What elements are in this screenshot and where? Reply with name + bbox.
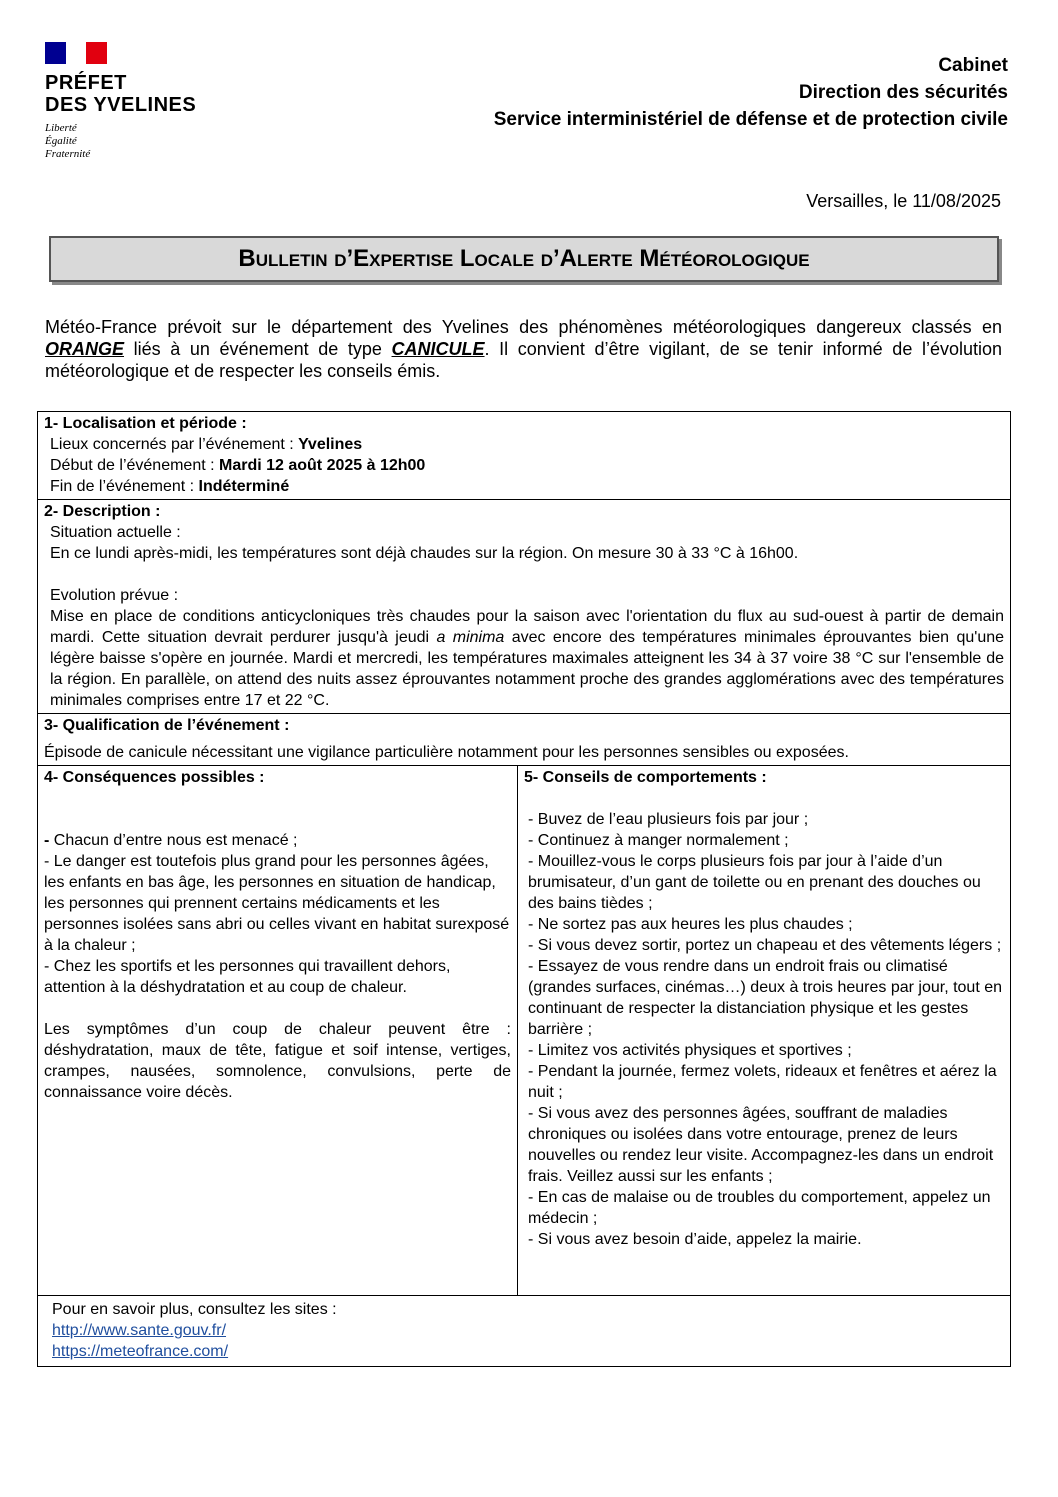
- evolution-text: [44, 606, 1004, 711]
- section-description: [38, 500, 1010, 714]
- conseil-item: - Ne sortez pas aux heures les plus chaudes ;: [528, 916, 853, 933]
- bulletin-table: [37, 411, 1011, 1367]
- section-title: 5- Conseils de comportements :: [524, 769, 767, 786]
- conseil-item: - Si vous avez des personnes âgées, souffrant de maladies chroniques ou isolées dans votre entourage, prenez de leurs nouvelles ou rendez leur visite. Accompagnez-les dans un endroit frais. Veillez aussi sur les enfants ;: [528, 1105, 994, 1185]
- bulletin-title: Bulletin d’Expertise Locale d’Alerte Météorologique: [49, 236, 999, 282]
- situation-label: Situation actuelle :: [50, 524, 181, 541]
- footer-intro: Pour en savoir plus, consultez les sites :: [52, 1301, 337, 1318]
- document-date: Versailles, le 11/08/2025: [806, 191, 1001, 211]
- logo-motto: [45, 122, 196, 161]
- logo-title-line2: DES YVELINES: [45, 94, 197, 116]
- section-qualification: [38, 714, 1010, 766]
- header-line3: Service interministériel de défense et de protection civile: [493, 109, 1008, 130]
- section-title: 3- Qualification de l’événement :: [44, 717, 290, 734]
- situation-text: En ce lundi après-midi, les températures sont déjà chaudes sur la région. On mesure 30 à 33 °C à 16h00.: [50, 545, 799, 562]
- debut-row: [44, 455, 1004, 476]
- motto-liberte: Liberté: [45, 122, 77, 134]
- prefecture-logo: [45, 42, 196, 161]
- header-line1: Cabinet: [938, 55, 1008, 76]
- intro-text-1: Météo-France prévoit sur le département des Yvelines des phénomènes météorologiques dangereux classés en: [45, 317, 1002, 337]
- conseil-item: - Essayez de vous rendre dans un endroit frais ou climatisé (grandes surfaces, cinémas…) deux à trois heures par jour, tout en continuant de respecter la distanciation physique et les gestes barrière ;: [528, 958, 1003, 1038]
- section-title: 4- Conséquences possibles :: [44, 769, 265, 786]
- vigilance-level: ORANGE: [45, 339, 125, 359]
- motto-fraternite: Fraternité: [45, 148, 91, 160]
- section-consequences: [38, 766, 518, 1295]
- consequence-item: - Chez les sportifs et les personnes qui travaillent dehors, attention à la déshydratation et au coup de chaleur.: [44, 958, 451, 996]
- footer-links: [38, 1296, 1010, 1366]
- issuer-header: [494, 52, 1008, 133]
- evolution-label: Evolution prévue :: [50, 587, 179, 604]
- intro-text-3: . Il convient d’être vigilant, de se tenir informé de l’évolution météorologique et de respecter les conseils émis.: [45, 339, 1002, 381]
- lieux-row: [44, 434, 1004, 455]
- conseil-item: - Si vous devez sortir, portez un chapeau et des vêtements légers ;: [528, 937, 1002, 954]
- conseil-item: - Limitez vos activités physiques et sportives ;: [528, 1042, 852, 1059]
- logo-title: [45, 72, 196, 116]
- consequence-item: [44, 830, 511, 851]
- section-localisation: [38, 412, 1010, 500]
- conseil-item: - Pendant la journée, fermez volets, rideaux et fenêtres et aérez la nuit ;: [528, 1063, 997, 1101]
- conseils-list: [524, 809, 1004, 1250]
- consequence-text: Chacun d’entre nous est menacé ;: [49, 832, 298, 849]
- marianne-flag-icon: [45, 42, 107, 64]
- conseil-item: - Si vous avez besoin d’aide, appelez la mairie.: [528, 1231, 862, 1248]
- qualification-text: Épisode de canicule nécessitant une vigilance particulière notamment pour les personnes sensibles ou exposées.: [44, 744, 849, 761]
- conseil-item: - Continuez à manger normalement ;: [528, 832, 789, 849]
- header-line2: Direction des sécurités: [798, 82, 1008, 103]
- debut-value: Mardi 12 août 2025 à 12h00: [219, 457, 426, 474]
- evolution-text-b: avec encore des températures minimales éprouvantes bien qu'une légère baisse s'opère en journée. Mardi et mercredi, les températures maximales atteignent les 34 à 37 voire 38 °C sur l'ensemble de la région. En parallèle, on attend des nuits assez éprouvantes notamment proche des grandes agglomérations avec des températures minimales comprises entre 17 et 22 °C.: [50, 629, 1005, 709]
- intro-text-2: liés à un événement de type: [124, 339, 392, 359]
- evolution-text-italic: a minima: [436, 629, 505, 646]
- conseil-item: - Buvez de l’eau plusieurs fois par jour ;: [528, 811, 809, 828]
- event-type: CANICULE: [391, 339, 485, 359]
- conseil-item: - Mouillez-vous le corps plusieurs fois par jour à l’aide d’un brumisateur, d’un gant de toilette ou en prenant des douches ou des bains tièdes ;: [528, 853, 981, 912]
- fin-value: Indéterminé: [198, 478, 290, 495]
- logo-title-line1: PRÉFET: [45, 72, 127, 94]
- link-meteofrance[interactable]: https://meteofrance.com/: [52, 1343, 229, 1360]
- section-conseils: [518, 766, 1010, 1295]
- conseil-item: - En cas de malaise ou de troubles du comportement, appelez un médecin ;: [528, 1189, 991, 1227]
- symptoms-text: Les symptômes d’un coup de chaleur peuvent être : déshydratation, maux de tête, fatigue et soif intense, vertiges, crampes, nausées, somnolence, convulsions, perte de connaissance voire décès.: [44, 1021, 511, 1101]
- lieux-label: Lieux concernés par l’événement :: [50, 436, 299, 453]
- fin-row: [44, 476, 1004, 497]
- consequence-dash: -: [44, 832, 50, 849]
- debut-label: Début de l’événement :: [50, 457, 219, 474]
- consequences-conseils-row: [38, 766, 1010, 1296]
- link-sante[interactable]: http://www.sante.gouv.fr/: [52, 1322, 227, 1339]
- lieux-value: Yvelines: [298, 436, 363, 453]
- evolution-text-a: Mise en place de conditions anticycloniques très chaudes pour la saison avec l'orientation du flux au sud-ouest à partir de demain mardi. Cette situation devrait perdurer jusqu'à jeudi: [50, 608, 1004, 646]
- section-title: 2- Description :: [44, 503, 161, 520]
- fin-label: Fin de l’événement :: [50, 478, 199, 495]
- consequence-item: - Le danger est toutefois plus grand pour les personnes âgées, les enfants en bas âge, les personnes en situation de handicap, les personnes qui prennent certains médicaments et les personnes isolées sans abri ou celles vivant en habitat surexposé à la chaleur ;: [44, 853, 510, 954]
- motto-egalite: Égalité: [45, 135, 77, 147]
- section-title: 1- Localisation et période :: [44, 415, 247, 432]
- intro-paragraph: [45, 316, 1002, 382]
